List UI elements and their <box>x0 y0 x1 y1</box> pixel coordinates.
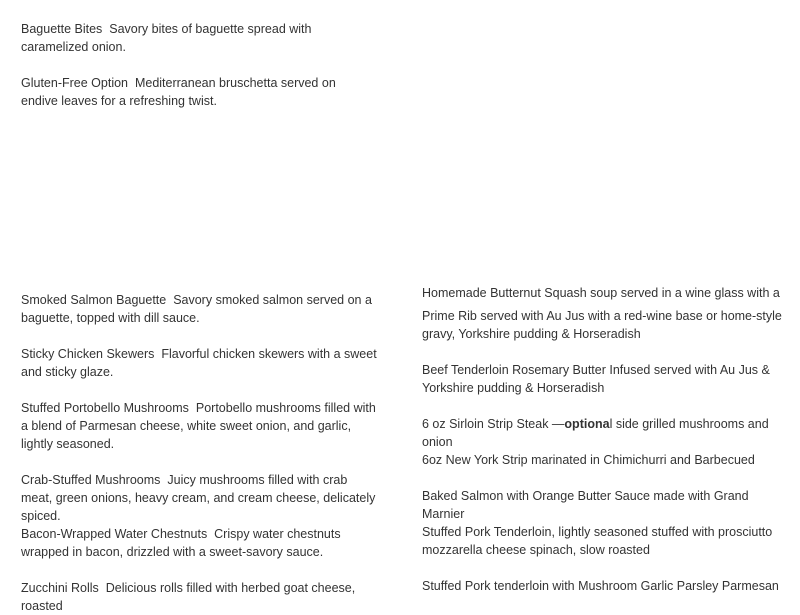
item-name: Baguette Bites <box>21 22 103 36</box>
menu-item-smoked-salmon-baguette <box>21 291 381 327</box>
item-name: Smoked Salmon Baguette <box>21 293 167 307</box>
item-description: Savory smoked salmon served on a baguette, topped with dill sauce. <box>21 293 372 325</box>
menu-item-stuffed-pork-tenderloin-prosciutto: Stuffed Pork Tenderloin, lightly seasoned stuffed with prosciutto mozzarella cheese spinach, slow roasted <box>422 525 773 557</box>
item-description: Juicy mushrooms filled with crab meat, green onions, heavy cream, and cream cheese, delicately spiced. <box>21 473 376 523</box>
item-description: Portobello mushrooms filled with a blend of Parmesan cheese, white sweet onion, and garlic, lightly seasoned. <box>21 401 376 451</box>
menu-item-baguette-bites <box>21 20 371 56</box>
sirloin-side-text: l side grilled mushrooms and onion <box>422 417 769 449</box>
item-description: Mediterranean bruschetta served on endive leaves for a refreshing twist. <box>21 76 336 108</box>
item-description: Crispy water chestnuts wrapped in bacon, drizzled with a sweet-savory sauce. <box>21 527 341 559</box>
item-name: Stuffed Portobello Mushrooms <box>21 401 189 415</box>
menu-item-prime-rib: Prime Rib served with Au Jus with a red-wine base or home-style gravy, Yorkshire pudding & Horseradish <box>422 309 782 341</box>
sirloin-text: 6 oz Sirloin Strip Steak — <box>422 417 565 431</box>
item-name: Zucchini Rolls <box>21 581 99 595</box>
item-name: Bacon-Wrapped Water Chestnuts <box>21 527 208 541</box>
item-name: Gluten-Free Option <box>21 76 128 90</box>
menu-item-beef-tenderloin: Beef Tenderloin Rosemary Butter Infused served with Au Jus & Yorkshire pudding & Horseradish <box>422 363 770 395</box>
menu-item-stuffed-pork-tenderloin-mushroom: Stuffed Pork tenderloin with Mushroom Garlic Parsley Parmesan <box>422 579 779 593</box>
menu-item-bacon-wrapped-water-chestnuts <box>21 525 381 561</box>
appetizer-list-panel <box>0 293 400 613</box>
sirloin-optional-bold: optiona <box>564 417 610 431</box>
menu-item-gluten-free-option <box>21 74 371 110</box>
item-name: Sticky Chicken Skewers <box>21 347 155 361</box>
item-description: Delicious rolls filled with herbed goat cheese, roasted <box>21 581 356 613</box>
item-name: Crab-Stuffed Mushrooms <box>21 473 161 487</box>
item-description: Savory bites of baguette spread with caramelized onion. <box>21 22 312 54</box>
menu-item-new-york-strip: 6oz New York Strip marinated in Chimichurri and Barbecued <box>422 453 755 467</box>
menu-item-baked-salmon: Baked Salmon with Orange Butter Sauce made with Grand Marnier <box>422 489 749 521</box>
menu-item-sticky-chicken-skewers <box>21 345 381 381</box>
menu-item-sirloin-strip-steak <box>422 415 782 451</box>
menu-item-zucchini-rolls <box>21 579 381 615</box>
menu-item-stuffed-portobello-mushrooms <box>21 399 381 453</box>
item-description: Flavorful chicken skewers with a sweet and sticky glaze. <box>21 347 377 379</box>
menu-item-crab-stuffed-mushrooms <box>21 471 381 525</box>
menu-item-butternut-squash-soup: Homemade Butternut Squash soup served in a wine glass with a <box>422 286 780 300</box>
